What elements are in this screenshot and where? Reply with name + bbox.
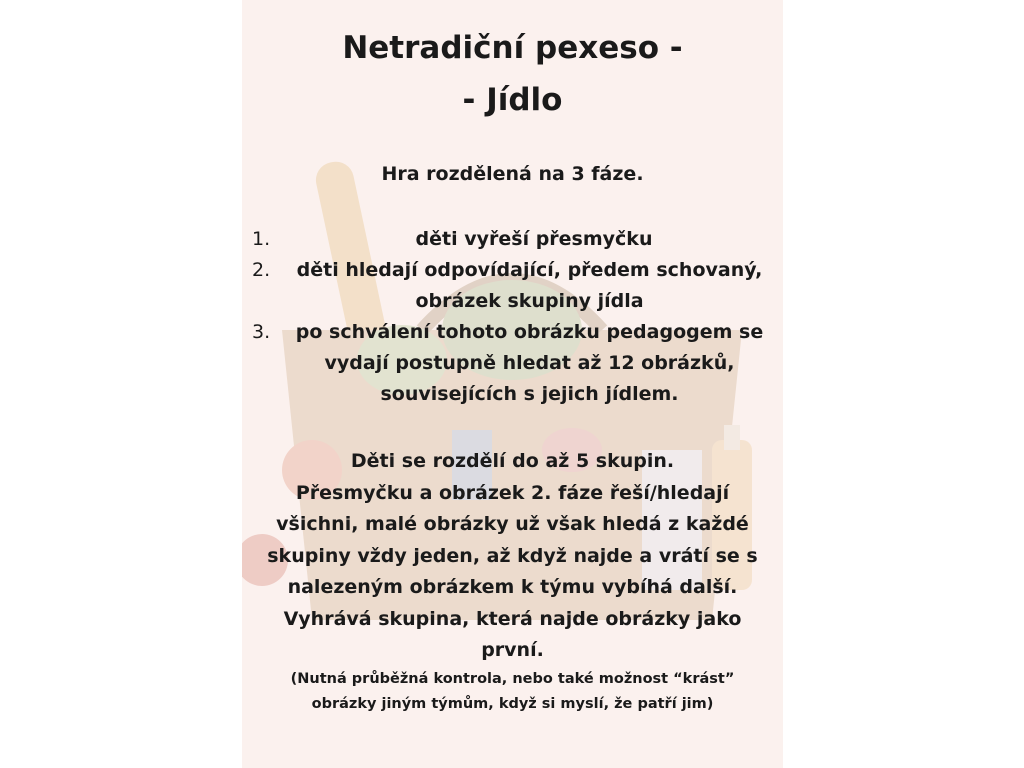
rules-line: Vyhrává skupina, která najde obrázky jako — [283, 607, 742, 630]
rules-line: Děti se rozdělí do až 5 skupin. — [350, 450, 675, 472]
list-number: 1. — [252, 228, 271, 250]
document-content — [242, 0, 783, 768]
list-line: děti hledají odpovídající, předem schovaný, — [296, 259, 763, 281]
list-number: 3. — [252, 321, 271, 343]
list-text — [282, 317, 777, 410]
list-line: obrázek skupiny jídla — [415, 290, 644, 312]
intro-text: Hra rozdělená na 3 fáze. — [381, 163, 644, 185]
list-text — [324, 224, 744, 255]
list-line: děti vyřeší přesmyčku — [415, 228, 653, 250]
document-page — [242, 0, 783, 768]
page-subtitle: - Jídlo — [462, 82, 563, 118]
list-text — [282, 255, 777, 317]
list-line: vydají postupně hledat až 12 obrázků, — [324, 352, 735, 374]
rules-line: první. — [481, 639, 544, 661]
note-line: (Nutná průběžná kontrola, nebo také možnost “krást” — [290, 671, 735, 687]
list-line: souvisejících s jejich jídlem. — [380, 383, 679, 405]
note-paragraph — [242, 667, 783, 717]
list-number: 2. — [252, 259, 271, 281]
rules-line: Přesmyčku a obrázek 2. fáze řeší/hledají — [295, 481, 730, 504]
rules-line: skupiny vždy jeden, až když najde a vrátí se s — [267, 544, 758, 567]
note-line: obrázky jiným týmům, když si myslí, že patří jim) — [311, 696, 714, 712]
rules-line: nalezeným obrázkem k týmu vybíhá další. — [287, 576, 738, 598]
page-title: Netradiční pexeso - — [342, 30, 683, 66]
rules-line: všichni, malé obrázky už však hledá z každé — [276, 513, 749, 535]
list-line: po schválení tohoto obrázku pedagogem se — [295, 321, 764, 343]
rules-paragraph — [242, 446, 783, 667]
